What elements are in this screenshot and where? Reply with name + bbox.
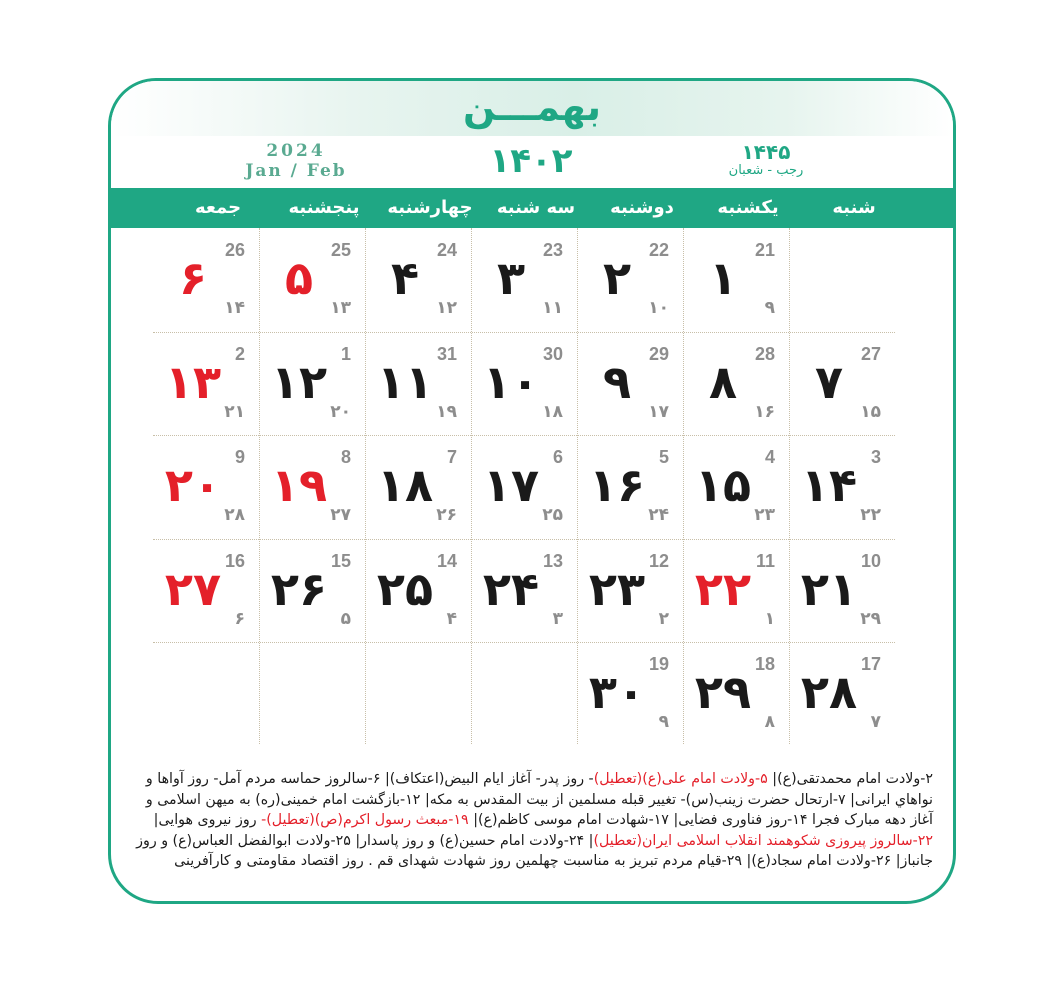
day-cell[interactable] <box>153 435 259 539</box>
hijri-day-number: ۶ <box>234 608 245 629</box>
gregorian-day-number: 23 <box>542 240 563 260</box>
day-cell[interactable] <box>153 539 259 643</box>
day-cell[interactable] <box>789 642 895 746</box>
hijri-day-number: ۲۴ <box>648 505 669 525</box>
persian-day-number: ۲۸ <box>800 665 858 719</box>
persian-day-number: ۱۰ <box>482 354 540 409</box>
gregorian-day-number: 26 <box>224 240 245 260</box>
persian-day-number: ۲۲ <box>694 561 752 616</box>
gregorian-day-number: 25 <box>330 240 351 260</box>
day-cell[interactable] <box>577 228 683 332</box>
gregorian-day-number: 27 <box>860 343 881 364</box>
hijri-day-number: ۱ <box>764 608 775 629</box>
calendar-card <box>108 78 956 904</box>
persian-day-number: ۱۳ <box>164 354 222 409</box>
persian-day-number: ۱۵ <box>694 458 752 512</box>
hijri-day-number: ۱۶ <box>754 401 775 422</box>
hijri-day-number: ۲۶ <box>436 505 457 525</box>
gregorian-day-number: 16 <box>224 550 245 571</box>
gregorian-day-number: 28 <box>754 343 775 364</box>
hijri-day-number: ۱۰ <box>648 298 669 318</box>
persian-day-number: ۷ <box>814 354 844 409</box>
hijri-day-number: ۱۱ <box>542 298 563 318</box>
gregorian-day-number: 14 <box>436 550 457 571</box>
persian-day-number: ۱۱ <box>376 354 434 409</box>
persian-day-number: ۵ <box>284 251 314 305</box>
gregorian-day-number: 13 <box>542 550 563 571</box>
hijri-day-number: ۴ <box>446 608 457 629</box>
persian-day-number: ۳۰ <box>588 665 646 719</box>
gregorian-day-number: 31 <box>436 343 457 364</box>
day-cell[interactable] <box>683 228 789 332</box>
weekday-tuesday: سه شنبه <box>496 197 576 218</box>
persian-day-number: ۱۹ <box>270 458 328 512</box>
day-cell[interactable] <box>789 332 895 436</box>
weekday-thursday: پنجشنبه <box>288 197 360 218</box>
hijri-day-number: ۲۵ <box>542 505 563 525</box>
lunar-year: ۱۴۴۵ <box>741 140 791 164</box>
gregorian-day-number: 18 <box>754 654 775 674</box>
gregorian-day-number: 5 <box>658 447 669 467</box>
gregorian-day-number: 1 <box>340 343 351 364</box>
gregorian-day-number: 9 <box>234 447 245 467</box>
persian-day-number: ۱ <box>708 251 738 305</box>
hijri-day-number: ۲۸ <box>224 505 245 525</box>
event-text: - روز پدر- آغاز ایام البیض(اعتکاف)| ۶-سالروز حماسه مردم آمل- روز آواها و نواهاي ایرانی| ۷-ارتحال حضرت زینب(س)- تغییر قبله مسلمین از بیت المقدس به مکه| ۱۲-بازگشت امام خمینی(ره) به میهن اسلامی و آغاز دهه مبارک فجرا ۱۴-روز فناوری فضایی| ۱۷-شهادت امام موسی کاظم(ع)| <box>145 771 933 828</box>
hijri-day-number: ۲۳ <box>754 505 775 525</box>
weekday-header <box>111 188 953 228</box>
persian-day-number: ۲۱ <box>800 561 858 616</box>
day-cell[interactable] <box>683 435 789 539</box>
day-cell[interactable] <box>471 332 577 436</box>
gregorian-day-number: 29 <box>648 343 669 364</box>
persian-day-number: ۱۲ <box>270 354 328 409</box>
day-cell[interactable] <box>471 228 577 332</box>
day-cell[interactable] <box>153 228 259 332</box>
persian-day-number: ۲۷ <box>164 561 222 616</box>
persian-day-number: ۲۵ <box>376 561 434 616</box>
hijri-day-number: ۱۳ <box>330 298 351 318</box>
persian-day-number: ۹ <box>602 354 632 409</box>
solar-year: ۱۴۰۲ <box>489 141 573 181</box>
weekday-friday: جمعه <box>194 197 242 218</box>
persian-day-number: ۳ <box>496 251 526 305</box>
hijri-day-number: ۱۸ <box>542 401 563 422</box>
persian-day-number: ۲۰ <box>164 458 222 512</box>
hijri-day-number: ۹ <box>658 712 669 732</box>
hijri-day-number: ۸ <box>764 712 775 732</box>
hijri-day-number: ۱۵ <box>860 401 881 422</box>
gregorian-day-number: 22 <box>648 240 669 260</box>
gregorian-day-number: 11 <box>755 550 775 571</box>
gregorian-months: Jan / Feb <box>245 161 347 181</box>
persian-day-number: ۱۸ <box>376 458 434 512</box>
day-cell[interactable] <box>365 539 471 643</box>
hijri-day-number: ۱۴ <box>224 298 245 318</box>
gregorian-day-number: 3 <box>870 447 881 467</box>
gregorian-day-number: 24 <box>436 240 457 260</box>
event-text: ۲-ولادت امام محمدتقی(ع)| <box>767 771 933 787</box>
persian-day-number: ۲ <box>602 251 632 305</box>
weekday-saturday: شنبه <box>832 197 876 218</box>
day-cell[interactable] <box>577 642 683 746</box>
hijri-day-number: ۷ <box>870 712 881 732</box>
hijri-day-number: ۱۷ <box>648 401 669 422</box>
holiday-event: ۲۲-سالروز پیروزی شکوهمند انقلاب اسلامی ایران(تعطیل) <box>593 832 933 849</box>
day-grid <box>153 228 894 744</box>
day-cell[interactable] <box>471 539 577 643</box>
events-list <box>133 769 933 872</box>
persian-day-number: ۱۶ <box>588 458 646 512</box>
day-cell[interactable] <box>577 435 683 539</box>
day-cell[interactable] <box>471 435 577 539</box>
day-cell[interactable] <box>683 332 789 436</box>
gregorian-day-number: 2 <box>234 343 245 364</box>
persian-day-number: ۲۳ <box>588 561 646 616</box>
hijri-day-number: ۳ <box>552 608 563 629</box>
hijri-day-number: ۲۰ <box>330 401 351 422</box>
day-cell[interactable] <box>259 539 365 643</box>
lunar-months: رجب - شعبان <box>728 163 804 178</box>
weekday-wednesday: چهارشنبه <box>387 197 473 218</box>
day-cell[interactable] <box>577 539 683 643</box>
year-row <box>111 139 953 189</box>
hijri-day-number: ۲۲ <box>860 505 881 525</box>
day-cell[interactable] <box>789 539 895 643</box>
gregorian-day-number: 19 <box>648 654 669 674</box>
month-title: بهمـــن <box>463 85 601 129</box>
day-cell[interactable] <box>365 435 471 539</box>
persian-day-number: ۸ <box>708 354 738 409</box>
gregorian-day-number: 12 <box>648 550 669 571</box>
event-text: | ۲۴-ولادت امام حسین(ع) و روز پاسدار| ۲۵-ولادت ابوالفضل العباس(ع) و روز جانباز| ۲۶-ولادت امام سجاد(ع)| ۲۹-قیام مردم تبریز به مناسبت چهلمین روز شهادت شهدای قم . روز اقتصاد مقاومتی و کارآفرینی <box>136 832 933 869</box>
gregorian-day-number: 15 <box>330 550 351 571</box>
gregorian-day-number: 4 <box>764 447 775 467</box>
gregorian-day-number: 8 <box>340 447 351 467</box>
persian-day-number: ۶ <box>178 251 208 305</box>
persian-day-number: ۱۴ <box>800 458 858 512</box>
gregorian-day-number: 7 <box>446 447 457 467</box>
day-cell[interactable] <box>683 642 789 746</box>
day-cell[interactable] <box>683 539 789 643</box>
gregorian-day-number: 10 <box>860 550 881 571</box>
gregorian-day-number: 17 <box>860 654 881 674</box>
gregorian-info <box>231 141 361 181</box>
persian-day-number: ۲۹ <box>694 665 752 719</box>
holiday-event: ۵-ولادت امام علی(ع)(تعطیل) <box>593 771 768 787</box>
holiday-event: ۱۹-مبعث رسول اکرم(ص)(تعطیل)- <box>261 812 469 828</box>
day-cell[interactable] <box>259 332 365 436</box>
gregorian-day-number: 6 <box>552 447 563 467</box>
persian-day-number: ۴ <box>390 251 420 305</box>
hijri-day-number: ۲۷ <box>330 505 351 525</box>
lunar-info <box>711 141 821 179</box>
weekday-sunday: یکشنبه <box>717 197 779 218</box>
event-text: روز نیروی هوایی| <box>153 812 262 828</box>
hijri-day-number: ۲۱ <box>224 401 245 422</box>
weekday-monday: دوشنبه <box>610 197 674 218</box>
day-cell[interactable] <box>153 332 259 436</box>
day-cell[interactable] <box>259 228 365 332</box>
gregorian-year: 2024 <box>266 141 326 161</box>
hijri-day-number: ۲۹ <box>860 608 881 629</box>
hijri-day-number: ۹ <box>764 298 775 318</box>
hijri-day-number: ۱۲ <box>436 298 457 318</box>
hijri-day-number: ۲ <box>658 608 669 629</box>
persian-day-number: ۲۴ <box>482 561 540 616</box>
hijri-day-number: ۱۹ <box>436 401 457 422</box>
gregorian-day-number: 21 <box>754 240 775 260</box>
day-cell[interactable] <box>365 228 471 332</box>
persian-day-number: ۲۶ <box>270 561 328 616</box>
gregorian-day-number: 30 <box>542 343 563 364</box>
hijri-day-number: ۵ <box>340 608 351 629</box>
day-cell[interactable] <box>789 435 895 539</box>
day-cell[interactable] <box>259 435 365 539</box>
persian-day-number: ۱۷ <box>482 458 540 512</box>
day-cell[interactable] <box>577 332 683 436</box>
day-cell[interactable] <box>365 332 471 436</box>
